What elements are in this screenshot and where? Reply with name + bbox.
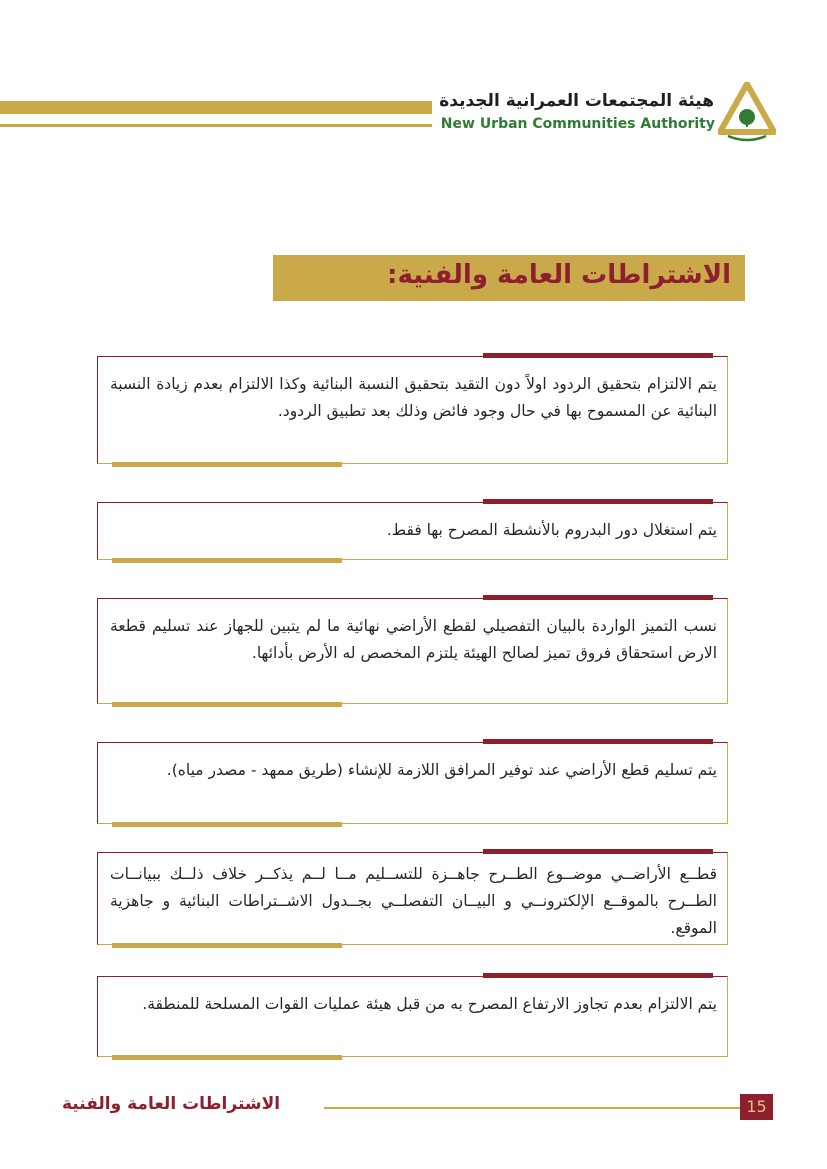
card-accent-bottom [112,702,342,707]
header-gold-bar [0,101,432,114]
card-accent-bottom [112,1055,342,1060]
card-accent-bottom [112,822,342,827]
org-name-arabic: هيئة المجتمعات العمرانية الجديدة [439,91,714,111]
card-accent-top [483,499,713,504]
condition-text-3: نسب التميز الواردة بالبيان التفصيلي لقطع الأراضي نهائية ما لم يتبين للجهاز عند تسليم قطعة الارض استحقاق فروق تميز لصالح الهيئة يلتزم المخصص له الأرض بأدائها. [110,617,717,662]
condition-card-2 [97,502,728,560]
condition-text-2: يتم استغلال دور البدروم بالأنشطة المصرح بها فقط. [386,521,717,539]
condition-text-4: يتم تسليم قطع الأراضي عند توفير المرافق اللازمة للإنشاء (طريق ممهد - مصدر مياه). [166,761,717,779]
card-accent-top [483,973,713,978]
condition-text-1: يتم الالتزام بتحقيق الردود اولاً دون التقيد بتحقيق النسبة البنائية وكذا الالتزام بعدم زيادة النسبة البنائية عن المسموح بها في حال وجود فائض وذلك بعد تطبيق الردود. [110,375,717,420]
card-accent-bottom [112,943,342,948]
condition-card-4 [97,742,728,824]
section-title-box [273,255,745,301]
header-gold-line [0,124,432,127]
card-accent-top [483,849,713,854]
card-accent-top [483,739,713,744]
page-number: 15 [740,1094,773,1120]
condition-text-5: قطــع الأراضــي موضــوع الطــرح جاهــزة للتســليم مــا لــم يذكــر خلاف ذلــك ببيانــات الطــرح بالموقــع الإلكترونــي و البيــان التفصلــي بجــدول الاشــتراطات البنائية و جاهزية الموقع. [110,865,717,937]
condition-card-3 [97,598,728,704]
footer-title: الاشتراطات العامة والفنية [62,1094,281,1114]
condition-card-5 [97,852,728,945]
condition-card-6 [97,976,728,1057]
condition-text-6: يتم الالتزام بعدم تجاوز الارتفاع المصرح به من قبل هيئة عمليات القوات المسلحة للمنطقة. [142,995,717,1013]
card-accent-top [483,353,713,358]
card-accent-bottom [112,462,342,467]
org-name-english: New Urban Communities Authority [440,116,715,132]
card-accent-bottom [112,558,342,563]
condition-card-1 [97,356,728,464]
card-accent-top [483,595,713,600]
nuca-logo-icon [718,82,776,142]
section-title: الاشتراطات العامة والفنية: [387,260,731,290]
footer-divider [324,1107,740,1109]
